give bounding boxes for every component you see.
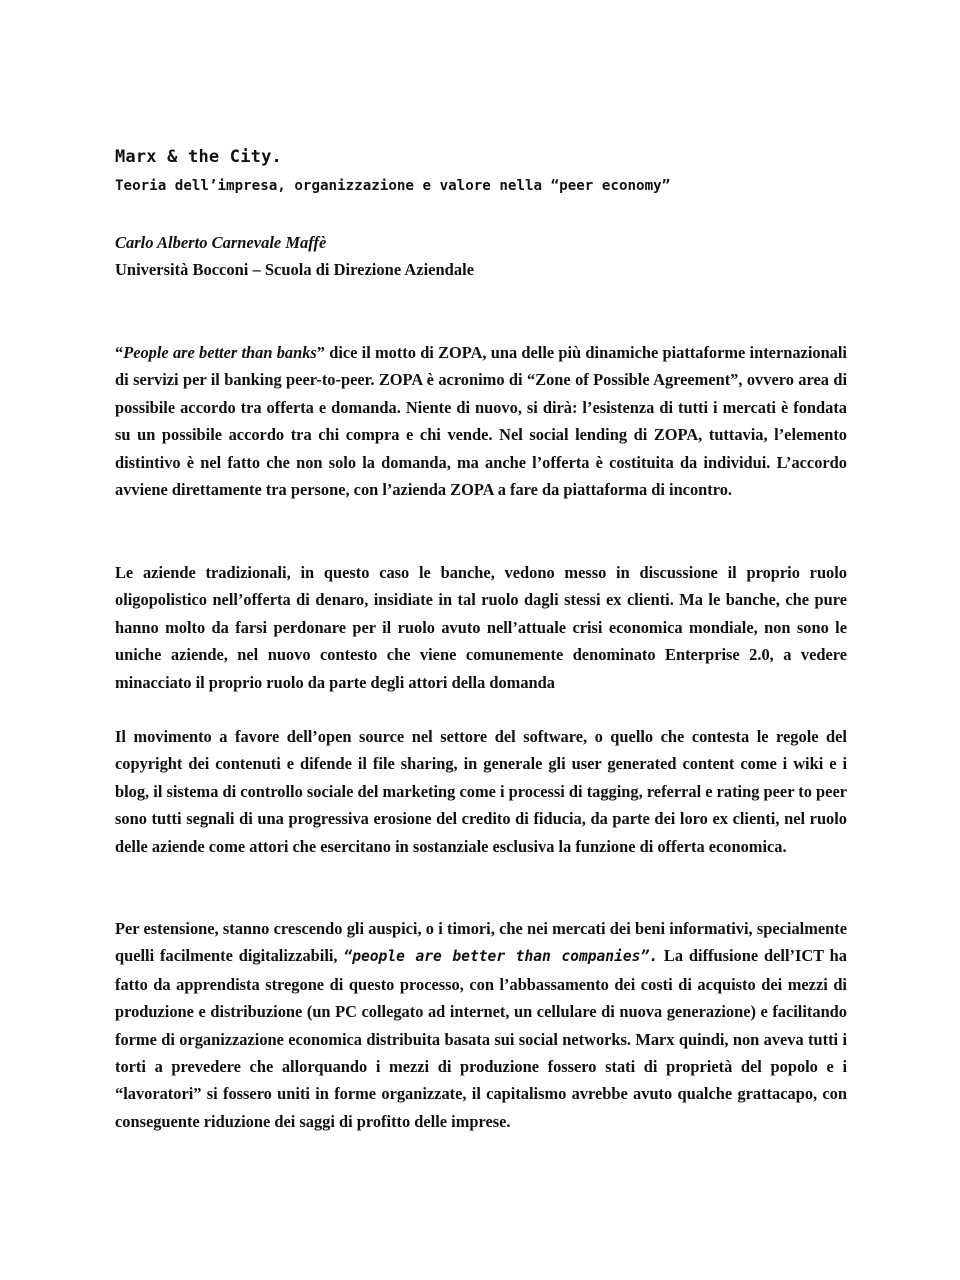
page-title: Marx & the City.	[115, 147, 282, 167]
author-name: Carlo Alberto Carnevale Maffè	[115, 233, 327, 252]
page-subtitle: Teoria dell’impresa, organizzazione e valore nella “peer economy”	[115, 178, 671, 194]
author-affiliation: Università Bocconi – Scuola di Direzione Aziendale	[115, 260, 475, 279]
paragraph-1	[115, 339, 847, 503]
paragraph-4	[115, 915, 847, 1135]
paragraph-4-body: La diffusione dell’ICT ha fatto da apprendista stregone di questo processo, con l’abbassamento dei costi di acquisto dei mezzi di produzione e distribuzione (un PC collegato ad internet, un cellulare di nuova generazione) e facilitando forme di organizzazione economica distribuita basata sui social networks. Marx quindi, non aveva tutti i torti a prevedere che allorquando i mezzi di produzione fossero stati di proprietà del popolo e i “lavoratori” si fossero uniti in forme organizzate, il capitalismo avrebbe avuto qualche grattacapo, con conseguente riduzione dei saggi di profitto delle imprese.	[115, 946, 847, 1131]
paragraph-2: Le aziende tradizionali, in questo caso le banche, vedono messo in discussione il proprio ruolo oligopolistico nell’offerta di denaro, insidiate in tal ruolo dagli stessi ex clienti. Ma le banche, che pure hanno molto da farsi perdonare per il ruolo avuto nell’attuale crisi economica mondiale, non sono le uniche aziende, nel nuovo contesto che viene comunemente denominato Enterprise 2.0, a vedere minacciato il proprio ruolo da parte degli attori della domanda	[115, 563, 847, 692]
paragraph-3: Il movimento a favore dell’open source nel settore del software, o quello che contesta le regole del copyright dei contenuti e difende il file sharing, in generale gli user generated content come i wiki e i blog, il sistema di controllo sociale del marketing come i processi di tagging, referral e rating peer to peer sono tutti segnali di una progressiva erosione del credito di fiducia, da parte dei loro ex clienti, nel ruolo delle aziende come attori che esercitano in sostanziale esclusiva la funzione di offerta economica.	[115, 727, 847, 856]
paragraph-4-emphasis: “people are better than companies”.	[343, 948, 659, 966]
paragraph-4-lead: Per estensione, stanno crescendo gli auspici, o i timori, che nei mercati dei beni informativi, specialmente quelli facilmente digitalizzabili,	[115, 919, 847, 966]
paragraph-1-open-quote: “	[115, 343, 124, 362]
paragraph-1-motto: People are better than banks	[123, 343, 317, 362]
paragraph-1-body: ” dice il motto di ZOPA, una delle più dinamiche piattaforme internazionali di servizi per il banking peer-to-peer. ZOPA è acronimo di “Zone of Possible Agreement”, ovvero area di possibile accordo tra offerta e domanda. Niente di nuovo, si dirà: l’esistenza di tutti i mercati è fondata su un possibile accordo tra chi compra e chi vende. Nel social lending di ZOPA, tuttavia, l’elemento distintivo è nel fatto che non solo la domanda, ma anche l’offerta è costituita da individui. L’accordo avviene direttamente tra persone, con l’azienda ZOPA a fare da piattaforma di incontro.	[115, 343, 847, 500]
